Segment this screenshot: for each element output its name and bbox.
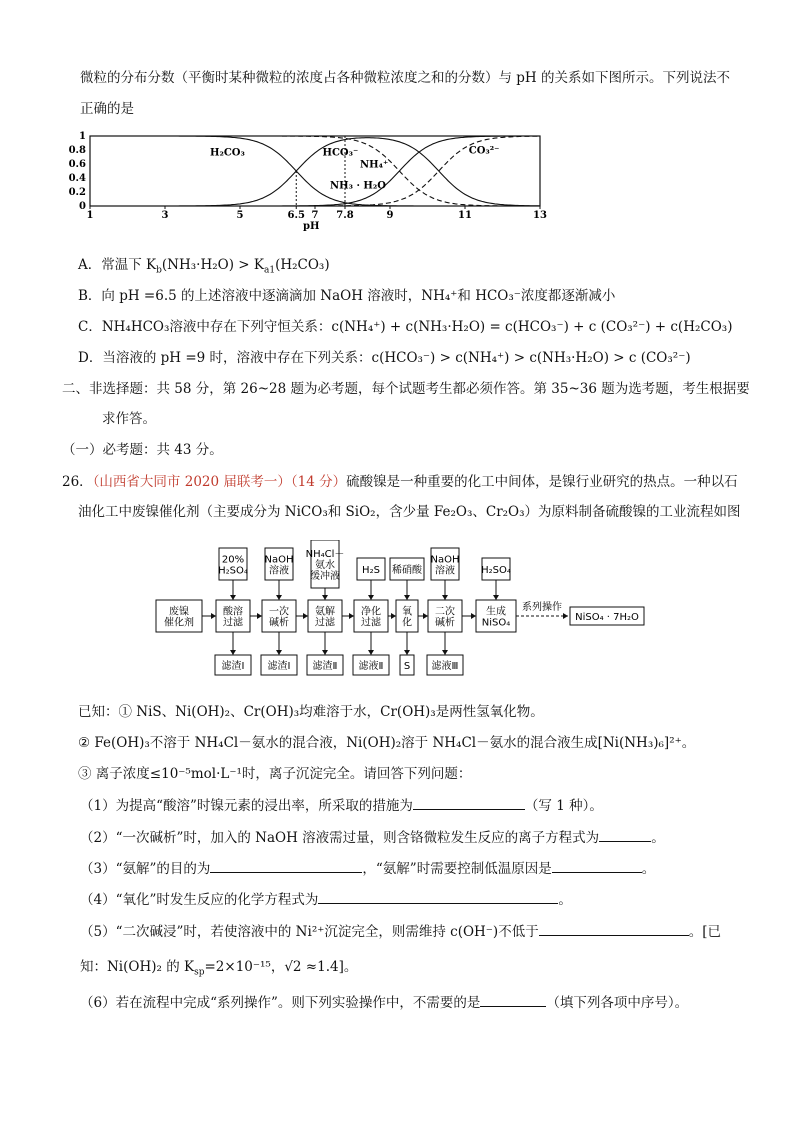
flow-step-label: 二次 xyxy=(435,606,455,618)
q5-known-end: =2×10⁻¹⁵，√2 ≈1.4]。 xyxy=(204,959,358,975)
flow-series-arrow-head xyxy=(563,613,568,619)
x-tick-label: 11 xyxy=(458,210,472,221)
flow-step-label: 化 xyxy=(402,617,412,629)
option-b: B．向 pH =6.5 的上述溶液中逐滴滴加 NaOH 溶液时，NH₄⁺和 HCO₃⁻浓度都逐渐减小 xyxy=(78,288,616,304)
known-3: ③ 离子浓度≤10⁻⁵mol·L⁻¹时，离子沉淀完全。请回答下列问题： xyxy=(78,766,472,782)
known-2: ② Fe(OH)₃不溶于 NH₄Cl－氨水的混合液，Ni(OH)₂溶于 NH₄Cl－氨水的混合液生成[Ni(NH₃)₆]²⁺。 xyxy=(78,735,696,751)
intro-line-2: 正确的是 xyxy=(80,101,134,117)
question-6 xyxy=(80,991,688,1011)
q5-known: 知：Ni(OH)₂ 的 K xyxy=(80,959,195,975)
flow-residue-arrow-head xyxy=(368,650,374,655)
flow-series-op: 系列操作 xyxy=(522,602,562,613)
flow-reagent-label: 溶液 xyxy=(269,565,289,577)
flow-arrow-head xyxy=(471,613,476,619)
q5-text: （5）“二次碱浸”时，若使溶液中的 Ni²⁺沉淀完全，则需维持 c(OH⁻)不低于 xyxy=(80,924,539,940)
y-tick-label: 1 xyxy=(79,131,86,142)
x-tick-label: 9 xyxy=(386,210,394,221)
option-a-sub2: a1 xyxy=(263,265,276,276)
q1-blank[interactable] xyxy=(413,796,525,810)
flow-arrow-head xyxy=(257,613,262,619)
flow-step-label: 氨解 xyxy=(315,606,335,618)
flow-residue-label: 滤液Ⅲ xyxy=(431,661,459,672)
q26-number: 26． xyxy=(62,474,93,490)
flow-reagent-arrow-head xyxy=(442,595,448,600)
process-flow-diagram xyxy=(150,540,650,680)
q4-text: （4）“氧化”时发生反应的化学方程式为 xyxy=(80,892,319,908)
flow-step-label: 过滤 xyxy=(315,617,335,629)
curve-annotation: CO₃²⁻ xyxy=(468,145,500,157)
option-a-sub1: b xyxy=(156,265,162,276)
flow-reagent-label: H₂SO₄ xyxy=(218,565,248,577)
flow-step-label: 碱析 xyxy=(269,617,289,629)
section2-line-1: 二、非选择题：共 58 分，第 26~28 题为必考题，每个试题考生都必须作答。第 35~36 题为选考题，考生根据要 xyxy=(62,381,750,397)
curve-annotation: NH₃ · H₂O xyxy=(330,180,386,192)
flow-reagent-arrow-head xyxy=(230,595,236,600)
option-a-end: (H₂CO₃) xyxy=(275,257,330,273)
flow-residue-label: S xyxy=(403,661,411,672)
flow-step-label: 净化 xyxy=(361,606,381,618)
y-tick-label: 0.2 xyxy=(68,187,86,198)
question-2 xyxy=(80,826,665,846)
q2-text: （2）“一次碱析”时，加入的 NaOH 溶液需过量，则含铬微粒发生反应的离子方程式为 xyxy=(80,830,600,846)
option-c: C．NH₄HCO₃溶液中存在下列守恒关系：c(NH₄⁺) + c(NH₃·H₂O) = c(HCO₃⁻) + c (CO₃²⁻) + c(H₂CO₃) xyxy=(78,319,733,335)
q26-text-1: 硫酸镍是一种重要的化工中间体，是镍行业研究的热点。一种以石 xyxy=(346,474,738,490)
option-a-text: A．常温下 K xyxy=(78,257,157,273)
q6-blank[interactable] xyxy=(480,993,546,1007)
flow-residue-label: 滤渣Ⅰ xyxy=(221,661,245,672)
q6-text-end: （填下列各项中序号）。 xyxy=(546,995,689,1011)
flow-residue-label: 滤渣Ⅱ xyxy=(312,661,338,672)
q4-text-end: 。 xyxy=(558,892,572,908)
flow-product-label: NiSO₄ · 7H₂O xyxy=(575,612,639,623)
q3-blank-2[interactable] xyxy=(552,859,642,873)
flow-arrow-head xyxy=(211,613,216,619)
q26-line-2: 油化工中废镍催化剂（主要成分为 NiCO₃和 SiO₂，含少量 Fe₂O₃、Cr₂O₃）为原料制备硫酸镍的工业流程如图 xyxy=(78,504,741,520)
flow-arrow-head xyxy=(349,613,354,619)
flow-reagent-label: H₂S xyxy=(362,565,380,576)
flow-arrow-head xyxy=(303,613,308,619)
flow-reagent-label: NH₄Cl－ xyxy=(305,549,345,560)
flow-step-label: 过滤 xyxy=(223,617,243,629)
q5-ksp-sub: sp xyxy=(194,967,205,978)
flow-step-label: 生成 xyxy=(486,606,506,618)
y-tick-label: 0 xyxy=(79,201,86,212)
q26-source: （山西省大同市 2020 届联考一） xyxy=(92,474,291,490)
q3-blank-1[interactable] xyxy=(210,859,362,873)
flow-reagent-label: 溶液 xyxy=(435,565,455,577)
flow-reagent-label: 缓冲液 xyxy=(310,571,340,582)
flow-reagent-label: H₂SO₄ xyxy=(481,565,511,576)
x-tick-label: 1 xyxy=(86,210,94,221)
intro-line-1: 微粒的分布分数（平衡时某种微粒的浓度占各种微粒浓度之和的分数）与 pH 的关系如下图所示。下列说法不 xyxy=(80,70,730,86)
q26-line-1 xyxy=(62,470,738,490)
question-4 xyxy=(80,888,572,908)
flow-reagent-label: 稀硝酸 xyxy=(392,565,422,576)
flow-step-label: NiSO₄ xyxy=(481,617,511,629)
distribution-chart xyxy=(60,128,550,232)
x-tick-label: 6.5 xyxy=(287,210,305,221)
x-tick-label: 5 xyxy=(236,210,244,221)
x-tick-label: 3 xyxy=(161,210,169,221)
question-5 xyxy=(80,920,721,940)
flow-residue-arrow-head xyxy=(322,650,328,655)
flow-step-label: 氧 xyxy=(402,606,412,618)
flow-step-label: 碱析 xyxy=(435,617,455,629)
q6-text: （6）若在流程中完成“系列操作”。则下列实验操作中，不需要的是 xyxy=(80,995,481,1011)
q3-text-end: 。 xyxy=(641,861,656,877)
curve-annotation: H₂CO₃ xyxy=(210,147,245,159)
q26-score: （14 分） xyxy=(290,474,347,490)
flow-reagent-label: NaOH xyxy=(264,554,294,566)
flow-step-label: 过滤 xyxy=(361,617,381,629)
flow-step-label: 催化剂 xyxy=(164,617,194,629)
known-1: 已知：① NiS、Ni(OH)₂、Cr(OH)₃均难溶于水，Cr(OH)₃是两性氢氧化物。 xyxy=(78,704,544,720)
flow-step-label: 酸溶 xyxy=(223,606,243,618)
flow-residue-arrow-head xyxy=(404,650,410,655)
x-tick-label: 7 xyxy=(311,210,319,221)
y-tick-label: 0.6 xyxy=(68,159,86,170)
question-3 xyxy=(80,857,655,877)
y-tick-label: 0.4 xyxy=(68,173,86,184)
flow-residue-arrow-head xyxy=(230,650,236,655)
x-tick-label: 7.8 xyxy=(336,210,354,221)
x-tick-label: 13 xyxy=(533,210,547,221)
option-a-mid: (NH₃·H₂O) > K xyxy=(161,257,264,273)
flow-residue-arrow-head xyxy=(442,650,448,655)
option-a xyxy=(78,253,330,276)
q2-text-end: 。 xyxy=(651,830,665,846)
flow-step-label: 一次 xyxy=(269,606,289,618)
q3-text-mid: ，“氨解”时需要控制低温原因是 xyxy=(362,861,552,877)
q1-text-end: （写 1 种）。 xyxy=(524,798,603,814)
flow-arrow-head xyxy=(423,613,428,619)
flow-reagent-arrow-head xyxy=(493,595,499,600)
q4-blank[interactable] xyxy=(318,890,558,904)
curve-annotation: HCO₃⁻ xyxy=(322,147,359,159)
flow-residue-label: 滤液Ⅱ xyxy=(358,661,384,672)
q5-text-end: 。[已 xyxy=(688,924,721,940)
question-1 xyxy=(80,794,603,814)
flow-reagent-label: 氨水 xyxy=(315,560,335,571)
q3-text: （3）“氨解”的目的为 xyxy=(80,861,211,877)
flow-arrow-head xyxy=(391,613,396,619)
flow-reagent-arrow-head xyxy=(368,595,374,600)
q5-blank[interactable] xyxy=(539,922,689,936)
flow-step-label: 废镍 xyxy=(169,606,189,618)
flow-reagent-label: 20% xyxy=(221,554,245,566)
q1-text: （1）为提高“酸溶”时镍元素的浸出率，所采取的措施为 xyxy=(80,798,413,814)
flow-residue-label: 滤渣Ⅰ xyxy=(267,661,291,672)
q2-blank[interactable] xyxy=(599,828,651,842)
section2-sub: （一）必考题：共 43 分。 xyxy=(62,442,223,458)
flow-residue-arrow-head xyxy=(276,650,282,655)
x-axis-label: pH xyxy=(303,221,320,232)
option-d: D．当溶液的 pH =9 时，溶液中存在下列关系：c(HCO₃⁻) > c(NH₄⁺) > c(NH₃·H₂O) > c (CO₃²⁻) xyxy=(78,350,691,366)
flow-reagent-label: NaOH xyxy=(430,554,460,566)
curve-annotation: NH₄⁺ xyxy=(360,159,389,171)
flow-reagent-arrow-head xyxy=(276,595,282,600)
question-5-cont xyxy=(80,955,357,978)
flow-reagent-arrow-head xyxy=(322,595,328,600)
y-tick-label: 0.8 xyxy=(68,145,86,156)
flow-reagent-arrow-head xyxy=(404,595,410,600)
section2-line-2: 求作答。 xyxy=(102,411,156,427)
